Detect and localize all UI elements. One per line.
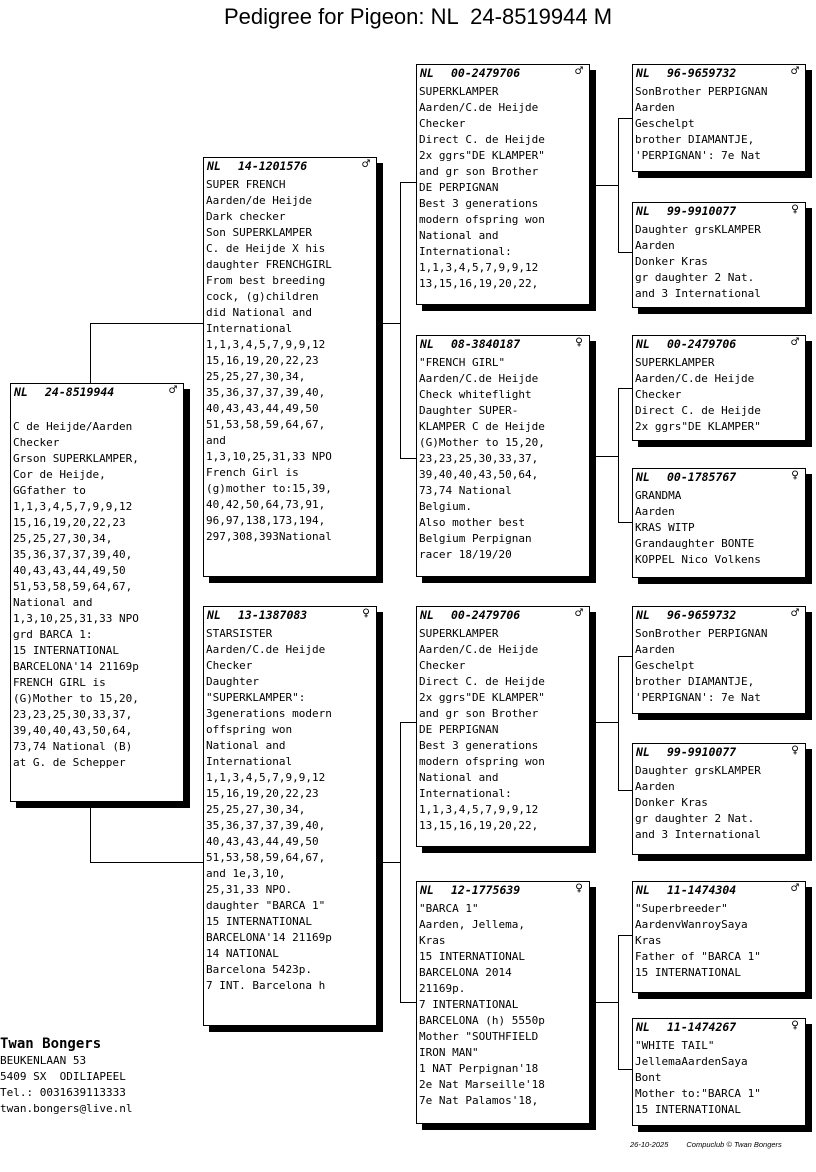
connector-line: [90, 323, 203, 324]
card-text-line: 1,3,10,25,31,33 NPO: [13, 612, 139, 625]
connector-line: [618, 935, 619, 1069]
pedigree-card-sire-dam: [416, 335, 590, 577]
female-icon: ♀: [791, 1018, 799, 1033]
card-text-line: National and: [206, 739, 286, 752]
ring-country: NL: [636, 470, 650, 484]
card-text-line: SUPERKLAMPER: [635, 356, 715, 369]
connector-line: [618, 522, 632, 523]
page-title: Pedigree for Pigeon: NL 24-8519944 M: [223, 4, 613, 29]
footer-date: 26-10-2025: [630, 1140, 669, 1149]
card-text-line: "SUPERKLAMPER":: [206, 691, 306, 704]
card-text-line: Direct C. de Heijde: [635, 404, 761, 417]
card-text-line: "BARCA 1": [419, 902, 479, 915]
card-text-line: Aarden/C.de Heijde: [206, 643, 326, 656]
card-text-line: IRON MAN": [419, 1046, 479, 1059]
ring-country: NL: [207, 608, 221, 622]
ring-country: NL: [420, 608, 434, 622]
card-text-line: GGfather to: [13, 484, 86, 497]
card-header: [417, 607, 589, 624]
male-icon: ♂: [791, 606, 799, 621]
card-text-line: 14 NATIONAL: [206, 947, 279, 960]
pedigree-card-dss: [632, 606, 806, 714]
card-text-line: Aarden: [635, 505, 675, 518]
card-body: [633, 353, 805, 435]
ring-country: NL: [636, 337, 650, 351]
card-text-line: 1,3,10,25,31,33 NPO: [206, 450, 332, 463]
card-text-line: 1,1,3,4,5,7,9,9,12: [206, 771, 326, 784]
connector-line: [596, 722, 618, 723]
male-icon: ♂: [575, 64, 583, 79]
card-body: [417, 353, 589, 563]
card-text-line: 'PERPIGNAN': 7e Nat: [635, 149, 761, 162]
connector-line: [618, 656, 632, 657]
card-text-line: Aarden/C.de Heijde: [419, 372, 539, 385]
ring-number: 99-9910077: [667, 745, 737, 759]
card-text-line: 15 INTERNATIONAL: [635, 966, 741, 979]
card-text-line: AardenvWanroySaya: [635, 918, 748, 931]
card-text-line: and: [206, 434, 226, 447]
card-text-line: BARCELONA 2014: [419, 966, 512, 979]
card-text-line: 1 NAT Perpignan'18: [419, 1062, 539, 1075]
card-header: [633, 65, 805, 82]
card-header: [633, 607, 805, 624]
ring-country: NL: [14, 385, 28, 399]
connector-line: [400, 1002, 416, 1003]
card-text-line: 21169p.: [419, 982, 466, 995]
card-body: [417, 624, 589, 834]
card-text-line: grd BARCA 1:: [13, 628, 93, 641]
card-text-line: 35,36,37,37,39,40,: [206, 819, 326, 832]
card-text-line: C de Heijde/Aarden: [13, 420, 133, 433]
card-text-line: International: [206, 755, 293, 768]
owner-address-line: BEUKENLAAN 53: [0, 1054, 87, 1067]
card-text-line: 39,40,40,43,50,64,: [419, 468, 539, 481]
card-header: [633, 744, 805, 761]
card-header: [204, 607, 376, 624]
card-text-line: SUPERKLAMPER: [419, 85, 499, 98]
ring-number: 99-9910077: [667, 204, 737, 218]
card-header: [417, 336, 589, 353]
card-text-line: and gr son Brother: [419, 165, 539, 178]
connector-line: [618, 118, 632, 119]
connector-line: [596, 456, 618, 457]
ring-number: 11-1474267: [667, 1020, 737, 1034]
card-text-line: and 3 International: [635, 828, 761, 841]
card-text-line: brother DIAMANTJE,: [635, 675, 755, 688]
card-text-line: 13,15,16,19,20,22,: [419, 277, 539, 290]
ring-number: 96-9659732: [667, 66, 737, 80]
ring-number: 13-1387083: [238, 608, 308, 622]
card-text-line: 7 INT. Barcelona h: [206, 979, 326, 992]
pedigree-card-dam: [203, 606, 377, 1026]
card-body: [417, 899, 589, 1109]
ring-number: 11-1474304: [667, 883, 737, 897]
card-text-line: 35,36,37,37,39,40,: [13, 548, 133, 561]
connector-line: [596, 185, 618, 186]
card-text-line: JellemaAardenSaya: [635, 1055, 748, 1068]
card-text-line: Daughter grsKLAMPER: [635, 223, 761, 236]
connector-line: [400, 722, 401, 1002]
card-text-line: 51,53,58,59,64,67,: [206, 851, 326, 864]
footer-credit: Compuclub © Twan Bongers: [686, 1140, 782, 1149]
card-text-line: 1,1,3,4,5,7,9,9,12: [419, 803, 539, 816]
card-text-line: 40,43,43,44,49,50: [13, 564, 126, 577]
ring-country: NL: [420, 66, 434, 80]
card-text-line: SonBrother PERPIGNAN: [635, 627, 768, 640]
connector-line: [377, 862, 400, 863]
card-text-line: Aarden/de Heijde: [206, 194, 312, 207]
card-text-line: SUPERKLAMPER: [419, 627, 499, 640]
card-text-line: 297,308,393National: [206, 530, 332, 543]
card-text-line: KOPPEL Nico Volkens: [635, 553, 761, 566]
card-text-line: Checker: [419, 117, 466, 130]
ring-number: 00-2479706: [451, 608, 521, 622]
card-body: [633, 761, 805, 843]
card-text-line: 15,16,19,20,22,23: [206, 354, 319, 367]
female-icon: ♀: [791, 202, 799, 217]
card-text-line: SonBrother PERPIGNAN: [635, 85, 768, 98]
card-text-line: modern ofspring won: [419, 755, 545, 768]
pedigree-card-sds: [632, 335, 806, 441]
pedigree-card-sire: [203, 157, 377, 577]
card-text-line: 23,23,25,30,33,37,: [419, 452, 539, 465]
owner-block: [0, 1035, 132, 1117]
ring-country: NL: [636, 204, 650, 218]
card-text-line: 7e Nat Palamos'18,: [419, 1094, 539, 1107]
card-text-line: National and: [13, 596, 93, 609]
ring-number: 12-1775639: [451, 883, 521, 897]
card-text-line: Grson SUPERKLAMPER,: [13, 452, 139, 465]
female-icon: ♀: [791, 468, 799, 483]
ring-number: 00-2479706: [451, 66, 521, 80]
card-text-line: 23,23,25,30,33,37,: [13, 708, 133, 721]
card-text-line: 40,43,43,44,49,50: [206, 835, 319, 848]
male-icon: ♂: [791, 335, 799, 350]
card-text-line: Geschelpt: [635, 117, 695, 130]
pedigree-card-ddd: [632, 1018, 806, 1126]
card-header: [633, 469, 805, 486]
pedigree-card-dds: [632, 881, 806, 993]
card-body: [633, 82, 805, 164]
card-text-line: Mother "SOUTHFIELD: [419, 1030, 539, 1043]
card-text-line: Grandaughter BONTE: [635, 537, 755, 550]
card-text-line: Direct C. de Heijde: [419, 675, 545, 688]
card-text-line: (G)Mother to 15,20,: [419, 436, 545, 449]
owner-name: Twan Bongers: [0, 1036, 102, 1052]
card-text-line: Aarden: [635, 643, 675, 656]
ring-number: 24-8519944: [45, 385, 115, 399]
card-text-line: 40,43,43,44,49,50: [206, 402, 319, 415]
card-text-line: International:: [419, 245, 512, 258]
card-text-line: DE PERPIGNAN: [419, 181, 499, 194]
pedigree-card-sdd: [632, 468, 806, 578]
card-text-line: "WHITE TAIL": [635, 1039, 715, 1052]
ring-country: NL: [636, 883, 650, 897]
card-text-line: racer 18/19/20: [419, 548, 512, 561]
card-text-line: DE PERPIGNAN: [419, 723, 499, 736]
male-icon: ♂: [791, 881, 799, 896]
ring-number: 14-1201576: [238, 159, 308, 173]
card-text-line: KRAS WITP: [635, 521, 695, 534]
footer: [630, 1140, 800, 1149]
pedigree-card-dam-dam: [416, 881, 590, 1124]
card-text-line: 2x ggrs"DE KLAMPER": [419, 149, 545, 162]
card-text-line: Belgium.: [419, 500, 472, 513]
card-text-line: 2e Nat Marseille'18: [419, 1078, 545, 1091]
card-text-line: Best 3 generations: [419, 739, 539, 752]
card-text-line: 1,1,3,4,5,7,9,9,12: [419, 261, 539, 274]
card-text-line: C. de Heijde X his: [206, 242, 326, 255]
card-text-line: modern ofspring won: [419, 213, 545, 226]
card-header: [633, 336, 805, 353]
card-body: [633, 1036, 805, 1118]
female-icon: ♀: [362, 606, 370, 621]
connector-line: [400, 458, 416, 459]
card-text-line: Aarden/C.de Heijde: [635, 372, 755, 385]
card-text-line: 73,74 National (B): [13, 740, 133, 753]
card-text-line: 'PERPIGNAN': 7e Nat: [635, 691, 761, 704]
card-text-line: 15 INTERNATIONAL: [419, 950, 525, 963]
card-header: [633, 1019, 805, 1036]
card-text-line: Bont: [635, 1071, 662, 1084]
card-text-line: "FRENCH GIRL": [419, 356, 506, 369]
card-text-line: (g)mother to:15,39,: [206, 482, 332, 495]
female-icon: ♀: [575, 335, 583, 350]
card-text-line: National and: [419, 229, 499, 242]
female-icon: ♀: [575, 881, 583, 896]
card-text-line: Geschelpt: [635, 659, 695, 672]
card-text-line: 15 INTERNATIONAL: [635, 1103, 741, 1116]
card-text-line: Checker: [206, 659, 253, 672]
male-icon: ♂: [575, 606, 583, 621]
connector-line: [618, 790, 632, 791]
female-icon: ♀: [791, 743, 799, 758]
card-text-line: BARCELONA (h) 5550p: [419, 1014, 545, 1027]
owner-phone-line: Tel.: 0031639113333: [0, 1086, 126, 1099]
card-body: [11, 401, 183, 771]
card-text-line: at G. de Schepper: [13, 756, 126, 769]
card-text-line: offspring won: [206, 723, 293, 736]
card-text-line: 25,25,27,30,34,: [206, 803, 306, 816]
card-text-line: 73,74 National: [419, 484, 512, 497]
card-text-line: Kras: [419, 934, 446, 947]
connector-line: [618, 1069, 632, 1070]
card-text-line: Check whiteflight: [419, 388, 532, 401]
card-text-line: Checker: [635, 388, 682, 401]
male-icon: ♂: [791, 64, 799, 79]
card-text-line: National and: [419, 771, 499, 784]
connector-line: [90, 802, 91, 862]
card-text-line: daughter "BARCA 1": [206, 899, 326, 912]
card-text-line: KLAMPER C de Heijde: [419, 420, 545, 433]
card-text-line: Aarden/C.de Heijde: [419, 101, 539, 114]
card-header: [11, 384, 183, 401]
pedigree-card-dam-sire: [416, 606, 590, 847]
card-text-line: 96,97,138,173,194,: [206, 514, 326, 527]
card-text-line: 7 INTERNATIONAL: [419, 998, 519, 1011]
card-text-line: Kras: [635, 934, 662, 947]
card-text-line: 51,53,58,59,64,67,: [206, 418, 326, 431]
card-text-line: Son SUPERKLAMPER: [206, 226, 312, 239]
ring-country: NL: [636, 745, 650, 759]
card-text-line: daughter FRENCHGIRL: [206, 258, 332, 271]
male-icon: ♂: [362, 157, 370, 172]
card-text-line: "Superbreeder": [635, 902, 728, 915]
connector-line: [618, 388, 619, 522]
connector-line: [618, 118, 619, 252]
ring-number: 08-3840187: [451, 337, 521, 351]
card-text-line: 15 INTERNATIONAL: [206, 915, 312, 928]
card-text-line: Belgium Perpignan: [419, 532, 532, 545]
card-text-line: Father of "BARCA 1": [635, 950, 761, 963]
card-text-line: Dark checker: [206, 210, 286, 223]
connector-line: [90, 862, 203, 863]
card-text-line: Donker Kras: [635, 255, 708, 268]
pedigree-card-sire-sire: [416, 64, 590, 305]
owner-email-line: twan.bongers@live.nl: [0, 1102, 133, 1115]
card-header: [417, 882, 589, 899]
ring-number: 00-1785767: [667, 470, 737, 484]
ring-country: NL: [636, 66, 650, 80]
card-text-line: 15,16,19,20,22,23: [13, 516, 126, 529]
connector-line: [400, 182, 416, 183]
card-text-line: 2x ggrs"DE KLAMPER": [419, 691, 545, 704]
card-text-line: [13, 403, 181, 419]
card-text-line: (G)Mother to 15,20,: [13, 692, 139, 705]
ring-number: 96-9659732: [667, 608, 737, 622]
connector-line: [618, 252, 632, 253]
connector-line: [596, 1002, 618, 1003]
connector-line: [377, 323, 400, 324]
owner-city-line: 5409 SX ODILIAPEEL: [0, 1070, 126, 1083]
card-text-line: Cor de Heijde,: [13, 468, 106, 481]
card-text-line: International:: [419, 787, 512, 800]
connector-line: [618, 388, 632, 389]
card-text-line: Checker: [13, 436, 60, 449]
card-text-line: Aarden: [635, 101, 675, 114]
card-body: [633, 220, 805, 302]
ring-country: NL: [636, 608, 650, 622]
card-text-line: From best breeding: [206, 274, 326, 287]
card-text-line: Also mother best: [419, 516, 525, 529]
card-text-line: Aarden/C.de Heijde: [419, 643, 539, 656]
card-text-line: Daughter SUPER-: [419, 404, 519, 417]
card-body: [633, 899, 805, 981]
card-text-line: and 3 International: [635, 287, 761, 300]
card-text-line: FRENCH GIRL is: [13, 676, 106, 689]
card-text-line: Daughter: [206, 675, 259, 688]
card-text-line: did National and: [206, 306, 312, 319]
card-text-line: 15,16,19,20,22,23: [206, 787, 319, 800]
card-text-line: Barcelona 5423p.: [206, 963, 312, 976]
card-text-line: Aarden: [635, 780, 675, 793]
ring-number: 00-2479706: [667, 337, 737, 351]
card-header: [633, 203, 805, 220]
card-text-line: 25,25,27,30,34,: [13, 532, 113, 545]
card-text-line: 39,40,40,43,50,64,: [13, 724, 133, 737]
card-header: [204, 158, 376, 175]
card-body: [204, 175, 376, 545]
card-text-line: BARCELONA'14 21169p: [13, 660, 139, 673]
card-text-line: Donker Kras: [635, 796, 708, 809]
card-text-line: International: [206, 322, 293, 335]
ring-country: NL: [207, 159, 221, 173]
card-text-line: GRANDMA: [635, 489, 682, 502]
card-text-line: and 1e,3,10,: [206, 867, 286, 880]
card-body: [204, 624, 376, 994]
card-text-line: cock, (g)children: [206, 290, 319, 303]
card-text-line: gr daughter 2 Nat.: [635, 812, 755, 825]
card-text-line: Daughter grsKLAMPER: [635, 764, 761, 777]
card-text-line: Best 3 generations: [419, 197, 539, 210]
card-text-line: 1,1,3,4,5,7,9,9,12: [13, 500, 133, 513]
card-body: [633, 486, 805, 568]
card-text-line: 40,42,50,64,73,91,: [206, 498, 326, 511]
card-text-line: Mother to:"BARCA 1": [635, 1087, 761, 1100]
card-text-line: SUPER FRENCH: [206, 178, 286, 191]
connector-line: [400, 722, 416, 723]
card-text-line: Aarden: [635, 239, 675, 252]
pedigree-card-subject: [10, 383, 184, 802]
card-header: [417, 65, 589, 82]
card-text-line: Checker: [419, 659, 466, 672]
card-text-line: 1,1,3,4,5,7,9,9,12: [206, 338, 326, 351]
card-body: [633, 624, 805, 706]
pedigree-card-ssd: [632, 202, 806, 308]
card-text-line: gr daughter 2 Nat.: [635, 271, 755, 284]
card-text-line: 35,36,37,37,39,40,: [206, 386, 326, 399]
card-text-line: 13,15,16,19,20,22,: [419, 819, 539, 832]
card-text-line: brother DIAMANTJE,: [635, 133, 755, 146]
card-text-line: 3generations modern: [206, 707, 332, 720]
card-text-line: and gr son Brother: [419, 707, 539, 720]
connector-line: [618, 935, 632, 936]
card-text-line: French Girl is: [206, 466, 299, 479]
card-header: [633, 882, 805, 899]
card-text-line: 2x ggrs"DE KLAMPER": [635, 420, 761, 433]
connector-line: [400, 182, 401, 458]
card-text-line: 51,53,58,59,64,67,: [13, 580, 133, 593]
ring-country: NL: [636, 1020, 650, 1034]
card-text-line: Aarden, Jellema,: [419, 918, 525, 931]
ring-country: NL: [420, 337, 434, 351]
card-text-line: 25,25,27,30,34,: [206, 370, 306, 383]
pedigree-card-sss: [632, 64, 806, 172]
card-text-line: Direct C. de Heijde: [419, 133, 545, 146]
ring-country: NL: [420, 883, 434, 897]
card-body: [417, 82, 589, 292]
male-icon: ♂: [169, 383, 177, 398]
connector-line: [618, 656, 619, 790]
card-text-line: 15 INTERNATIONAL: [13, 644, 119, 657]
card-text-line: STARSISTER: [206, 627, 273, 640]
card-text-line: BARCELONA'14 21169p: [206, 931, 332, 944]
pedigree-card-dsd: [632, 743, 806, 855]
card-text-line: 25,31,33 NPO.: [206, 883, 293, 896]
